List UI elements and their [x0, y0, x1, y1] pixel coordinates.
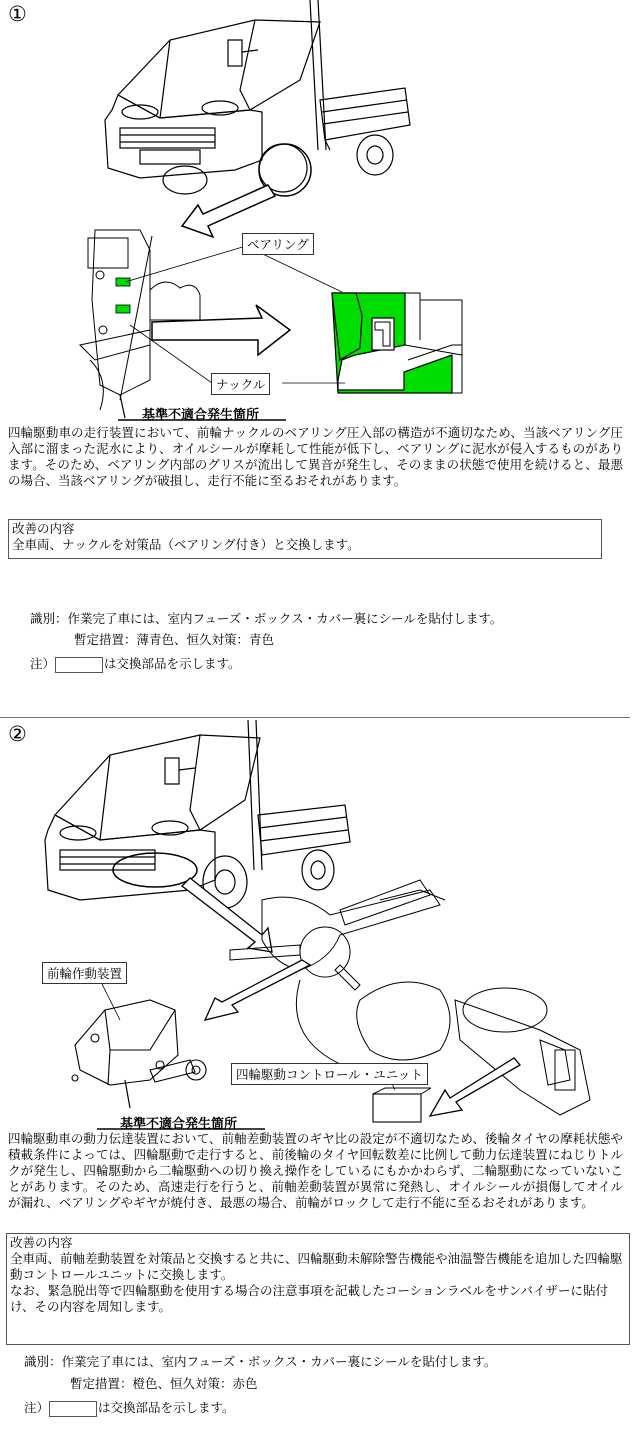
section-2-number: ②: [8, 722, 27, 746]
note-2: [24, 1398, 235, 1417]
replacement-part-marker-2: [49, 1401, 97, 1417]
improvement-body-2: 全車両、前軸差動装置を対策品と交換すると共に、四輪駆動未解除警告機能や油温警告機能を追加した四輪駆動コントロールユニットに交換します。 なお、緊急脱出等で四輪駆動を使用する場合の注意事項を記載したコーションラベルをサンバイザーに貼付け、その内容を周知します。: [10, 1251, 623, 1314]
improvement-box-1: [8, 519, 602, 559]
improvement-box-2: [6, 1233, 630, 1345]
bearing-label: ベアリング: [242, 233, 314, 255]
section-divider: [0, 717, 630, 718]
front-actuator-label: 前輪作動装置: [42, 962, 127, 984]
description-1: 四輪駆動車の走行装置において、前輪ナックルのベアリング圧入部の構造が不適切なため、当該ベアリング圧入部に溜まった泥水により、オイルシールが摩耗して性能が低下し、ベアリングに泥水が侵入するものがあります。そのため、ベアリング内部のグリスが流出して異音が発生し、そのままの状態で使用を続けると、最悪の場合、当該ベアリングが破損し、走行不能に至るおそれがあります。: [8, 425, 623, 488]
identification-2: 識別：作業完了車には、室内フューズ・ボックス・カバー裏にシールを貼付します。: [24, 1354, 497, 1369]
note-suffix-2: は交換部品を示します。: [98, 1400, 235, 1415]
identification-1: 識別：作業完了車には、室内フューズ・ボックス・カバー裏にシールを貼付します。: [30, 611, 503, 626]
knuckle-label: ナックル: [211, 373, 270, 395]
truck-illustration-1: [0, 0, 635, 420]
note-prefix-1: 注）: [30, 656, 56, 671]
improvement-body-1: 全車両、ナックルを対策品（ベアリング付き）と交換します。: [12, 537, 360, 552]
improvement-title-1: 改善の内容: [12, 521, 75, 536]
replacement-part-marker-1: [55, 657, 103, 673]
control-unit-label: 四輪駆動コントロール・ユニット: [231, 1063, 428, 1085]
note-1: [30, 654, 241, 673]
defect-location-label-2: 基準不適合発生箇所: [120, 1117, 238, 1132]
description-2: 四輪駆動車の動力伝達装置において、前軸差動装置のギヤ比の設定が不適切なため、後輪タイヤの摩耗状態や積載条件によっては、四輪駆動で走行すると、前後輪のタイヤ回転数差に比例して動力伝達装置にねじりトルクが発生し、四輪駆動から二輪駆動への切り換え操作をしているにもかかわらず、二輪駆動になっていないことがあります。そのため、高速走行を行うと、前軸差動装置が異常に発熱し、オイルシールが損傷してオイルが漏れ、ベアリングやギヤが焼付き、最悪の場合、前輪がロックして走行不能に至るおそれがあります。: [8, 1131, 623, 1210]
note-prefix-2: 注）: [24, 1400, 50, 1415]
marking-2: 暫定措置：橙色、恒久対策：赤色: [70, 1376, 258, 1391]
improvement-title-2: 改善の内容: [10, 1235, 73, 1250]
defect-location-label-1: 基準不適合発生箇所: [142, 408, 260, 423]
note-suffix-1: は交換部品を示します。: [104, 656, 241, 671]
defect-underline-1: [118, 419, 288, 422]
marking-1: 暫定措置：薄青色、恒久対策：青色: [74, 632, 275, 647]
section-1-number: ①: [8, 2, 27, 26]
